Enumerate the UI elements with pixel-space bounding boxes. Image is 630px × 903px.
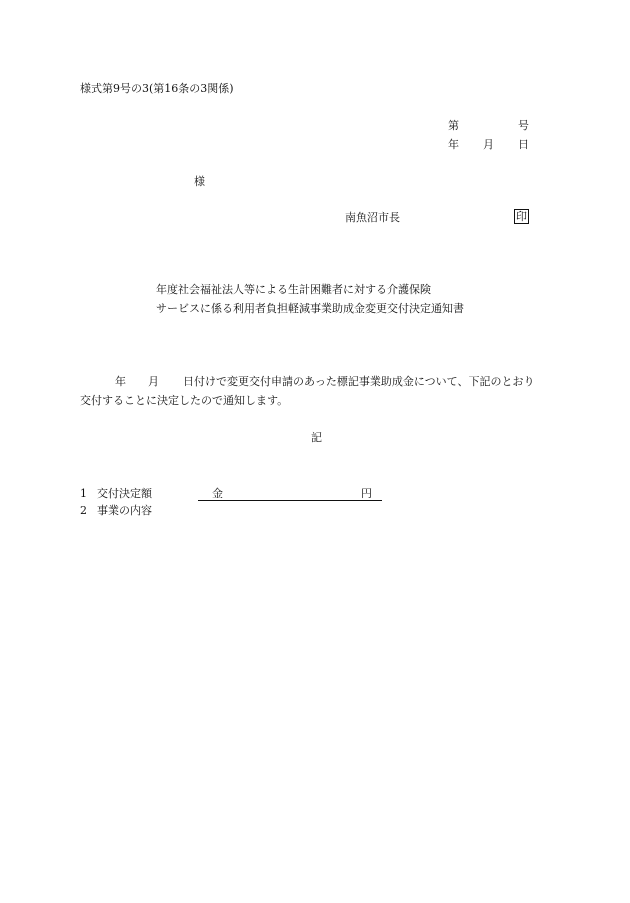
body-year: 年 — [115, 375, 126, 388]
seal-mark — [514, 209, 529, 224]
body-line-1: 日付けで変更交付申請のあった標記事業助成金について、下記のとおり — [183, 375, 535, 388]
doc-number-prefix: 第 — [448, 119, 459, 132]
title-line-1: 年度社会福祉法人等による生計困難者に対する介護保険 — [156, 283, 431, 296]
title-line-2: サービスに係る利用者負担軽減事業助成金変更交付決定通知書 — [156, 302, 464, 315]
date-month: 月 — [483, 138, 494, 151]
issuer-name: 南魚沼市長 — [345, 211, 400, 224]
amount-field — [198, 486, 382, 501]
date-day: 日 — [518, 138, 529, 151]
amount-prefix: 金 — [212, 487, 223, 500]
form-label: 様式第9号の3(第16条の3関係) — [80, 82, 234, 95]
item-1-number: 1 — [80, 487, 87, 500]
item-2-number: 2 — [80, 504, 87, 517]
body-month: 月 — [148, 375, 159, 388]
seal-icon: 印 — [516, 210, 527, 223]
item-2-label: 事業の内容 — [97, 504, 152, 517]
amount-suffix: 円 — [361, 487, 372, 500]
body-line-2: 交付することに決定したので通知します。 — [80, 394, 289, 407]
item-1-label: 交付決定額 — [97, 487, 152, 500]
date-year: 年 — [448, 138, 459, 151]
ki-heading: 記 — [311, 431, 322, 444]
addressee-suffix: 様 — [194, 175, 205, 188]
doc-number-suffix: 号 — [518, 119, 529, 132]
